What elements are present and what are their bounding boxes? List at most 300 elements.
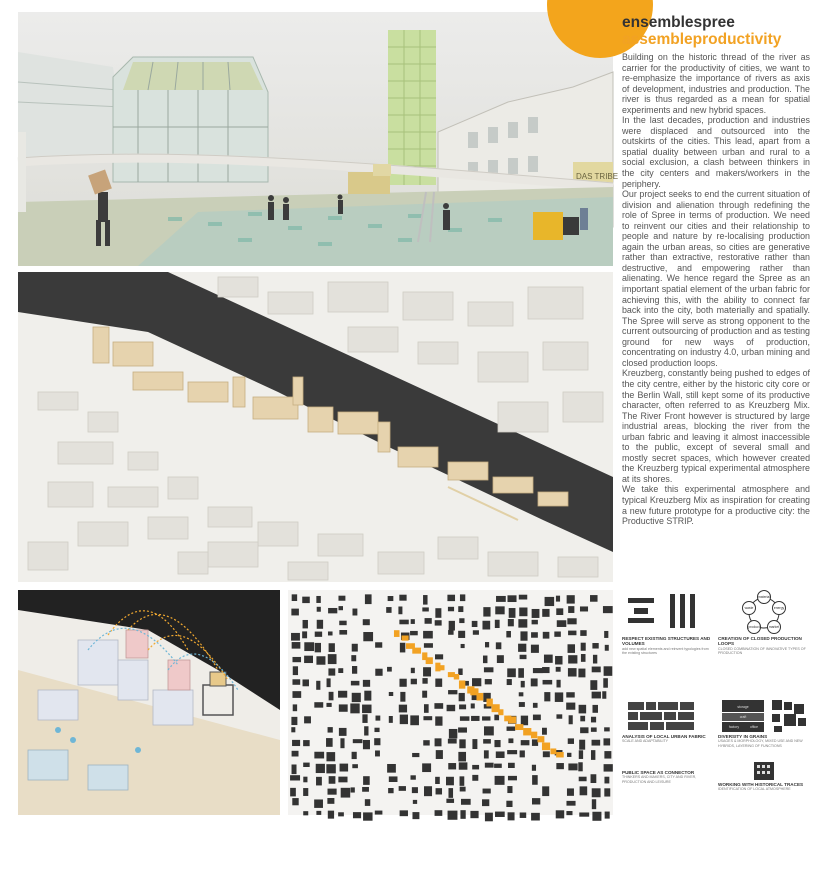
diagram-label: RESPECT EXISTING STRUCTURES AND VOLUMES <box>622 636 711 647</box>
map-block <box>532 765 536 771</box>
map-block <box>446 799 454 803</box>
map-block <box>350 703 359 713</box>
map-block <box>544 692 550 701</box>
map-block <box>340 738 344 748</box>
map-block <box>410 715 419 725</box>
cycle-node-label: market <box>768 625 780 629</box>
map-block <box>328 654 337 664</box>
map-block <box>447 705 456 711</box>
map-block <box>292 594 297 601</box>
strip-building <box>439 665 444 670</box>
map-block <box>497 655 504 663</box>
map-block <box>425 618 432 624</box>
map-block <box>326 738 333 747</box>
detail-axonometric <box>18 590 280 815</box>
map-block <box>542 728 547 735</box>
map-block <box>375 750 380 756</box>
diagram-production-loops <box>718 590 810 702</box>
map-block <box>412 812 419 819</box>
map-block <box>459 618 464 623</box>
map-block <box>328 631 333 635</box>
map-block <box>339 630 347 635</box>
map-block <box>387 667 392 672</box>
map-block <box>326 752 335 761</box>
map-block <box>567 788 574 795</box>
paragraph: We take this experimental atmosphere and typical Kreuzberg Mix as inspiration for creating a new future prototype for a productive city: the Productive STRIP. <box>622 484 810 527</box>
map-block <box>338 777 347 783</box>
map-block <box>435 810 443 816</box>
map-block <box>604 751 611 758</box>
map-block <box>458 631 465 638</box>
diagram-historical-traces <box>718 760 810 872</box>
map-block <box>436 750 443 759</box>
map-block <box>507 679 512 685</box>
map-block <box>293 704 297 711</box>
map-block <box>508 619 514 626</box>
map-block <box>435 620 442 625</box>
project-title: ensemblespree <box>622 14 735 31</box>
map-block <box>592 643 598 648</box>
strip-building <box>454 674 459 679</box>
map-block <box>449 621 455 631</box>
map-block <box>483 739 491 744</box>
strip-building <box>508 716 516 723</box>
map-block <box>448 788 453 798</box>
map-block <box>460 810 465 819</box>
map-block <box>423 595 427 605</box>
map-block <box>567 618 576 624</box>
map-block <box>423 716 432 720</box>
map-block <box>542 609 549 617</box>
map-block <box>388 788 393 793</box>
map-block <box>303 811 308 815</box>
map-block <box>519 702 525 707</box>
map-block <box>435 654 443 659</box>
map-block <box>448 739 457 744</box>
map-block <box>518 644 526 652</box>
map-block <box>507 668 516 677</box>
map-block <box>542 786 549 796</box>
map-block <box>581 643 586 651</box>
map-block <box>592 740 601 746</box>
map-block <box>507 727 516 731</box>
map-block <box>460 594 465 601</box>
map-block <box>471 703 475 708</box>
map-block <box>471 716 479 721</box>
map-block <box>604 666 613 676</box>
map-block <box>603 678 608 688</box>
map-block <box>375 642 382 647</box>
map-block <box>531 632 538 638</box>
map-block <box>435 679 442 687</box>
map-block <box>580 630 586 636</box>
map-block <box>519 595 527 600</box>
grain-label: craft <box>739 715 747 719</box>
map-block <box>352 752 357 759</box>
map-block <box>292 691 301 698</box>
map-block <box>304 642 314 651</box>
map-block <box>353 739 363 743</box>
map-block <box>592 705 597 713</box>
map-block <box>422 678 427 684</box>
map-block <box>316 777 322 786</box>
map-block <box>496 642 502 649</box>
map-block <box>351 655 356 661</box>
map-block <box>590 595 598 602</box>
map-block <box>520 750 525 757</box>
map-block <box>472 621 478 627</box>
building-icon <box>718 760 810 782</box>
strip-building <box>556 752 564 757</box>
strip-building <box>537 736 544 742</box>
map-block <box>605 645 609 651</box>
map-block <box>485 763 494 768</box>
map-block <box>485 642 489 647</box>
map-block <box>338 691 347 698</box>
map-block <box>580 716 585 722</box>
map-block <box>555 656 562 665</box>
map-block <box>314 799 323 807</box>
map-block <box>542 667 549 673</box>
map-block <box>555 692 563 702</box>
map-block <box>533 715 541 721</box>
map-block <box>460 716 470 721</box>
map-block <box>591 774 597 783</box>
map-block <box>389 776 398 782</box>
map-block <box>580 786 588 795</box>
map-block <box>291 727 295 732</box>
map-block <box>352 609 357 616</box>
map-block <box>579 705 587 714</box>
map-block <box>304 716 311 723</box>
map-block <box>556 667 561 672</box>
map-block <box>411 679 417 685</box>
map-block <box>508 763 515 768</box>
map-block <box>605 812 610 819</box>
map-block <box>496 596 506 602</box>
map-block <box>448 763 456 769</box>
map-block <box>543 751 550 757</box>
paragraph: In the last decades, production and industries were displaced and outsourced into the outskirts of the cities. This lead, apart from a spatial duality between urban and rural to a social exclusion, a clash between thinkers in the city centers and makers/workers in the periphery. <box>622 115 810 189</box>
map-block <box>578 669 585 678</box>
map-block <box>387 764 396 773</box>
map-block <box>567 595 575 603</box>
map-block <box>592 812 601 821</box>
map-block <box>448 630 453 635</box>
map-block <box>566 692 574 697</box>
map-block <box>362 787 369 792</box>
map-block <box>435 777 440 784</box>
strip-building <box>476 693 483 701</box>
description-body <box>622 52 810 527</box>
map-block <box>556 763 564 769</box>
map-block <box>328 668 335 675</box>
map-block <box>292 798 298 805</box>
map-block <box>423 740 429 745</box>
map-block <box>423 631 433 639</box>
map-block <box>506 631 511 637</box>
map-block <box>446 777 454 786</box>
project-subtitle: assembleproductivity <box>622 31 782 48</box>
map-block <box>568 738 574 744</box>
map-block <box>303 620 308 628</box>
map-block <box>532 609 540 618</box>
map-block <box>317 607 321 612</box>
strip-building <box>523 728 531 735</box>
map-block <box>303 740 310 746</box>
map-block <box>292 679 300 685</box>
map-block <box>317 620 323 629</box>
map-block <box>472 678 481 686</box>
map-block <box>399 679 406 687</box>
map-block <box>411 668 415 673</box>
map-block <box>329 643 335 652</box>
map-block <box>292 642 301 649</box>
map-block <box>389 716 393 723</box>
map-block <box>532 798 540 804</box>
map-block <box>579 777 587 782</box>
map-block <box>292 764 297 774</box>
map-block <box>436 788 442 794</box>
map-block <box>400 643 405 653</box>
map-block <box>315 632 322 637</box>
cycle-node-label: energy <box>773 606 785 610</box>
map-block <box>521 716 528 726</box>
map-block <box>449 729 457 738</box>
map-block <box>485 679 492 684</box>
diagram-label: ANALYSIS OF LOCAL URBAN FABRIC <box>622 734 706 739</box>
map-block <box>470 811 478 818</box>
map-block <box>400 810 408 816</box>
map-block <box>566 811 572 815</box>
map-block <box>472 739 477 749</box>
map-block <box>533 703 538 708</box>
map-block <box>603 738 610 745</box>
strip-building <box>542 743 550 751</box>
map-block <box>341 788 351 798</box>
map-block <box>422 763 431 772</box>
map-block <box>602 691 606 698</box>
map-block <box>592 788 601 797</box>
diagram-sub: SCALE AND ADAPTABILITY <box>622 739 669 744</box>
map-block <box>316 656 325 664</box>
strip-building <box>402 635 409 640</box>
map-block <box>302 631 307 638</box>
map-block <box>506 801 512 807</box>
paragraph: Building on the historic thread of the river as carrier for the productivity of cities, we want to re-emphasize the importance of rivers as axis of development, industries and production. The river is thus regarded as a mean for spatial experiments and new hybrid spaces. <box>622 52 810 115</box>
map-block <box>495 620 500 628</box>
map-block <box>303 763 309 767</box>
diagram-sub: IDENTIFICATION OF LOCAL ATMOSPHERE <box>718 787 791 792</box>
map-block <box>459 762 468 769</box>
map-block <box>590 680 597 690</box>
map-block <box>363 680 370 687</box>
map-block <box>568 655 577 663</box>
map-block <box>290 788 296 797</box>
map-block <box>580 727 588 733</box>
map-block <box>507 595 516 602</box>
map-block <box>591 727 597 731</box>
strip-building <box>394 630 400 637</box>
map-block <box>363 740 370 749</box>
map-block <box>580 606 588 611</box>
map-block <box>483 656 487 664</box>
map-block <box>581 654 586 662</box>
map-block <box>591 717 596 723</box>
map-block <box>389 692 393 696</box>
map-block <box>363 776 370 785</box>
map-block <box>531 678 538 686</box>
map-block <box>364 691 371 701</box>
map-block <box>554 631 561 636</box>
map-block <box>566 801 575 806</box>
map-block <box>461 799 471 805</box>
map-block <box>448 690 457 694</box>
cycle-node-label: material <box>757 595 771 599</box>
map-block <box>435 716 442 725</box>
paragraph: Kreuzberg, constantly being pushed to edges of the city centre, either by the historic city core or the Berlin Wall, still kept some of its productive character, often referred to as Kreuzberg Mix. The River Front however is structured by large industrial areas, blocking the river from the urban fabric and leaving it almost inaccessible to the public, except of several small and mostly secret spaces, which however created the Kreuzberg typical experimental atmosphere at its shores. <box>622 368 810 484</box>
map-block <box>329 776 336 784</box>
map-block <box>556 810 564 818</box>
figure-ground-map <box>288 590 613 815</box>
strip-building <box>550 748 556 754</box>
map-block <box>508 738 513 743</box>
map-block <box>352 644 358 652</box>
map-block <box>316 596 320 603</box>
map-block <box>412 787 418 793</box>
diagram-sub: add new spatial elements and reinvent typologies from the existing structures <box>622 646 709 656</box>
map-block <box>568 668 577 676</box>
map-block <box>460 776 465 785</box>
map-block <box>326 764 335 773</box>
map-block <box>316 811 321 815</box>
map-block <box>533 668 543 673</box>
map-block <box>424 643 433 648</box>
map-block <box>338 596 345 601</box>
map-block <box>363 632 373 641</box>
diagram-sub: THINKERS AND MAKERS, CITY AND RIVER, PRODUCTION AND LEISURE <box>622 775 697 784</box>
strip-building <box>515 724 523 730</box>
map-block <box>604 764 613 771</box>
map-block <box>592 799 596 809</box>
map-block <box>410 631 418 635</box>
map-block <box>532 739 538 746</box>
map-block <box>568 763 577 770</box>
strip-building <box>426 657 433 664</box>
map-block <box>579 750 583 759</box>
map-block <box>472 775 478 781</box>
map-block <box>448 607 454 611</box>
map-block <box>374 738 380 745</box>
map-block <box>424 786 432 796</box>
grain-label: factory <box>728 725 740 729</box>
map-block <box>339 621 346 626</box>
map-block <box>508 812 515 820</box>
strip-building <box>498 709 503 715</box>
diagram-label: PUBLIC SPACE AS CONNECTOR <box>622 770 695 775</box>
map-block <box>591 750 595 760</box>
map-block <box>531 645 539 653</box>
map-block <box>459 739 465 748</box>
map-block <box>292 657 301 662</box>
map-block <box>543 632 550 639</box>
cycle-node-label: product <box>748 625 760 629</box>
map-block <box>291 609 299 616</box>
map-block <box>327 678 331 687</box>
strip-building <box>531 732 537 739</box>
map-block <box>604 727 610 731</box>
map-block <box>458 752 466 762</box>
map-block <box>362 714 367 723</box>
map-block <box>568 606 574 613</box>
map-block <box>399 705 407 713</box>
map-block <box>484 667 494 672</box>
map-block <box>519 607 527 616</box>
map-block <box>303 788 308 796</box>
map-block <box>352 666 357 674</box>
diagram-existing-structures <box>622 590 714 702</box>
map-block <box>485 813 493 822</box>
map-block <box>484 726 494 735</box>
map-block <box>508 776 517 780</box>
axonometric-view <box>18 272 613 582</box>
map-block <box>518 619 527 627</box>
paragraph: Our project seeks to end the current situation of division and alienation through redefining the role of Spree in terms of production. We need to reinvent our cities and their relationship to people and nature by re-localising production again the urban areas, so cities are generative rather than extractive, restorative rather than destructive, and empowering rather than alienating. We hence regard the Spree as an important spatial element of the urban fabric for achieving this, with the ability to connect far back into the city, both materially and spatially. The Spree will serve as strong opponent to the current outsourcing of production and as testing ground for new ways of production, concentrating on industry 4.0, urban mining and closed production loops. <box>622 189 810 368</box>
map-block <box>604 777 609 784</box>
map-block <box>458 606 463 612</box>
map-block <box>472 765 479 769</box>
diagram-label: DIVERSITY IN GRAINS <box>718 734 768 739</box>
map-block <box>545 597 555 606</box>
map-block <box>422 607 428 611</box>
map-block <box>363 812 372 820</box>
map-block <box>604 788 610 796</box>
diagram-label: WORKING WITH HISTORICAL TRACES <box>718 782 804 787</box>
map-block <box>315 643 321 652</box>
map-block <box>531 813 540 821</box>
map-block <box>340 764 349 772</box>
map-block <box>292 751 299 757</box>
map-block <box>399 620 408 625</box>
map-block <box>339 606 343 610</box>
map-block <box>494 715 499 721</box>
map-block <box>303 777 307 783</box>
diagram-sub: CLOSED COMBINATION OF INNOVATIVE TYPES OF PRODUCTION <box>718 646 806 656</box>
strip-building <box>459 680 465 688</box>
map-block <box>556 714 562 718</box>
map-block <box>291 717 297 725</box>
map-block <box>579 740 585 750</box>
map-block <box>422 691 427 698</box>
cycle-node-label: waste <box>744 606 754 610</box>
perspective-render <box>18 12 619 266</box>
map-block <box>518 668 524 678</box>
map-block <box>532 620 538 625</box>
map-block <box>316 681 320 690</box>
strip-building <box>412 648 421 654</box>
map-block <box>365 594 372 604</box>
grain-label: storage <box>737 705 749 709</box>
map-block <box>593 655 597 664</box>
map-block <box>291 633 300 641</box>
map-block <box>544 655 553 663</box>
map-block <box>328 811 334 819</box>
map-block <box>352 764 358 768</box>
map-block <box>521 681 525 688</box>
map-block <box>567 753 571 757</box>
map-block <box>375 811 383 815</box>
map-block <box>353 812 361 818</box>
